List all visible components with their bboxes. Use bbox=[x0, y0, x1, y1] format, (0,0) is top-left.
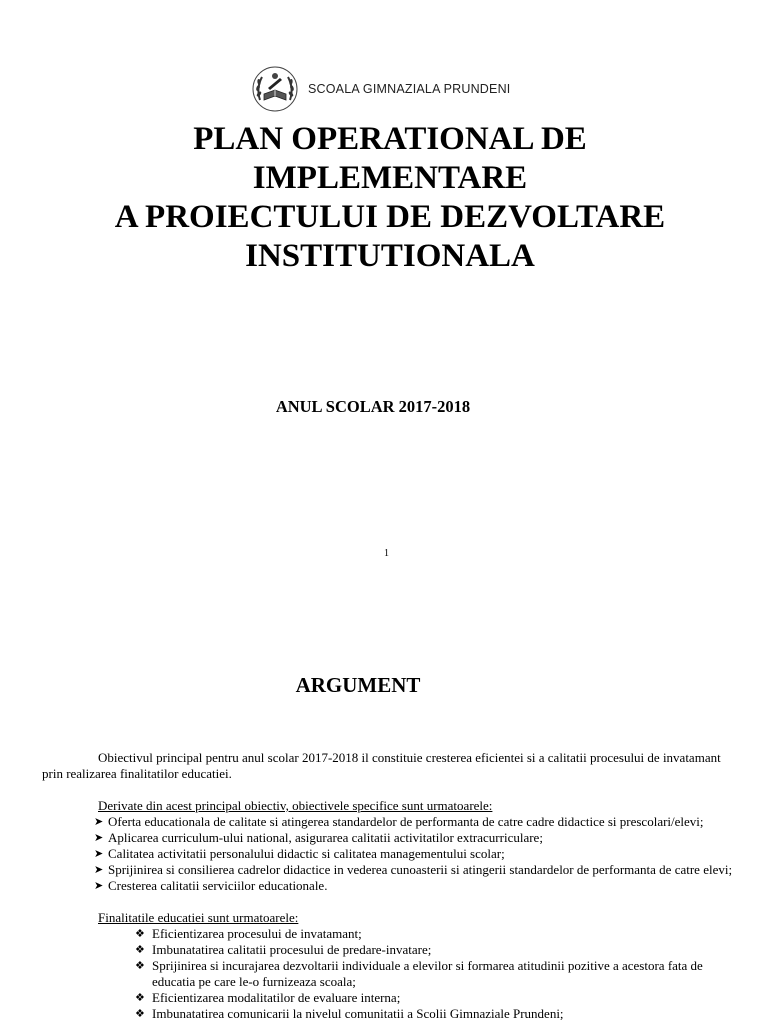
list-item: ➤ Calitatea activitatii personalului didactic si calitatea managementului scolar; bbox=[98, 846, 742, 862]
list-item: ❖ Eficientizarea modalitatilor de evaluare interna; bbox=[135, 990, 742, 1006]
page-number: 1 bbox=[384, 548, 389, 559]
document-title bbox=[60, 120, 720, 276]
list-item: ❖ Sprijinirea si incurajarea dezvoltarii individuale a elevilor si formarea atitudinii pozitive a acestora fata de educatia pe care le-o furnizeaza scoala; bbox=[135, 958, 742, 990]
objectives-list bbox=[98, 814, 742, 894]
school-header bbox=[250, 64, 510, 114]
list-item: ❖ Imbunatatirea comunicarii la nivelul comunitatii a Scolii Gimnaziale Prundeni; bbox=[135, 1006, 742, 1022]
finalities-heading: Finalitatile educatiei sunt urmatoarele: bbox=[98, 910, 299, 925]
list-item: ➤ Oferta educationala de calitate si atingerea standardelor de performanta de catre cadre didactice si prescolari/elevi; bbox=[98, 814, 742, 830]
intro-paragraph: Obiectivul principal pentru anul scolar 2017-2018 il constituie cresterea eficientei si a calitatii procesului de invatamant prin realizarea finalitatilor educatiei. bbox=[42, 750, 721, 781]
objectives-heading: Derivate din acest principal obiectiv, obiectivele specifice sunt urmatoarele: bbox=[98, 798, 493, 813]
argument-body bbox=[42, 750, 742, 1022]
list-item: ❖ Eficientizarea procesului de invatamant; bbox=[135, 926, 742, 942]
finalities-list bbox=[135, 926, 742, 1022]
laurel-book-crest-icon bbox=[250, 64, 300, 114]
list-item: ❖ Imbunatatirea calitatii procesului de predare-invatare; bbox=[135, 942, 742, 958]
title-line: PLAN OPERATIONAL DE bbox=[193, 121, 587, 157]
argument-heading: ARGUMENT bbox=[295, 673, 421, 697]
list-item: ➤ Cresterea calitatii serviciilor educationale. bbox=[98, 878, 742, 894]
school-year: ANUL SCOLAR 2017-2018 bbox=[275, 397, 471, 416]
title-line: INSTITUTIONALA bbox=[245, 238, 535, 274]
title-line: A PROIECTULUI DE DEZVOLTARE bbox=[114, 199, 666, 235]
list-item: ➤ Sprijinirea si consilierea cadrelor didactice in vederea cunoasterii si atingerii standardelor de performanta de catre elevi; bbox=[98, 862, 742, 878]
list-item: ➤ Aplicarea curriculum-ului national, asigurarea calitatii activitatilor extracurriculare; bbox=[98, 830, 742, 846]
title-line: IMPLEMENTARE bbox=[252, 160, 528, 196]
school-name: SCOALA GIMNAZIALA PRUNDENI bbox=[308, 82, 511, 96]
